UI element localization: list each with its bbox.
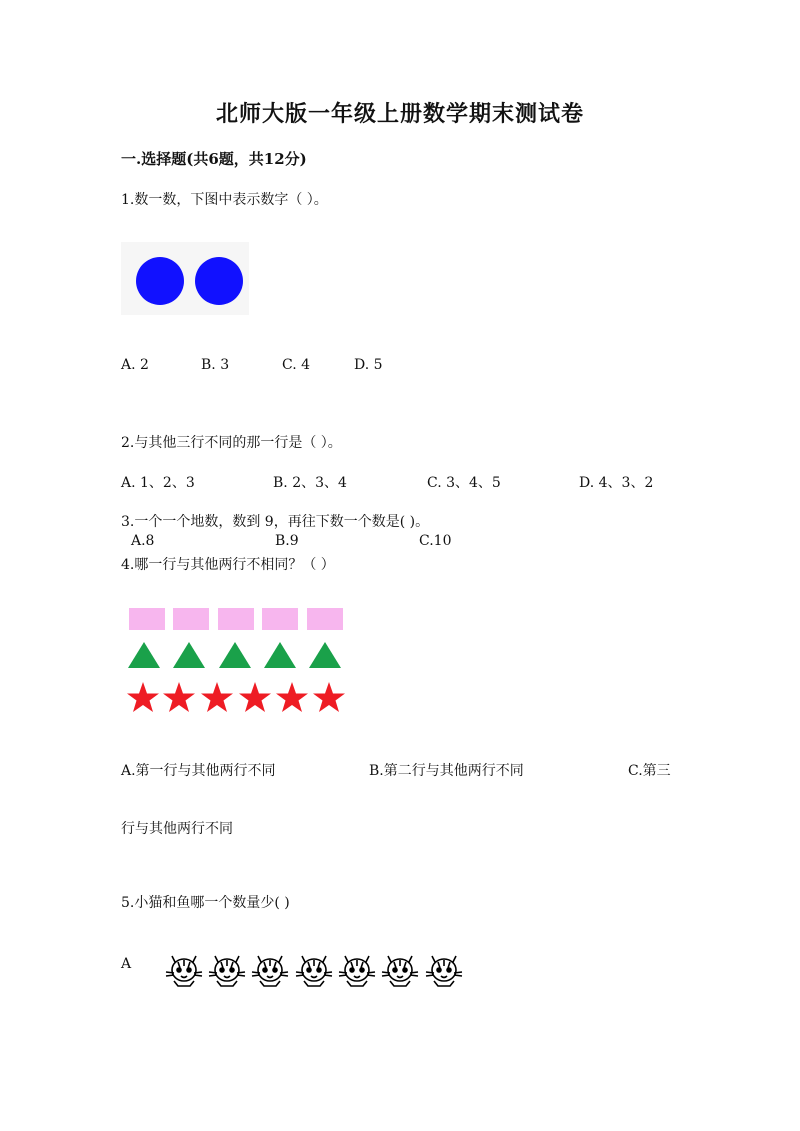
cat-icon	[337, 948, 377, 988]
red-star	[275, 681, 309, 715]
question-4-text: 4.哪一行与其他两行不相同？（ ）	[121, 557, 335, 573]
question-1-option-b: B. 3	[201, 357, 230, 373]
question-1-option-d: D. 5	[354, 357, 383, 373]
question-2-option-c: C. 3、4、5	[427, 475, 501, 491]
question-3-option-a: A.8	[131, 533, 155, 549]
question-3-option-b: B.9	[275, 533, 299, 549]
question-4-option-a: A.第一行与其他两行不同	[121, 763, 276, 779]
question-4-figure	[121, 598, 353, 720]
green-triangle	[173, 642, 205, 668]
cat-icon	[207, 948, 247, 988]
red-star	[238, 681, 272, 715]
red-star	[312, 681, 346, 715]
question-5-row-label: A	[121, 956, 132, 972]
question-5-text: 5.小猫和鱼哪一个数量少( )	[121, 895, 290, 911]
cat-icon	[250, 948, 290, 988]
green-triangle	[309, 642, 341, 668]
red-star	[126, 681, 160, 715]
pink-rectangle	[218, 608, 254, 630]
question-4-option-c: C.第三	[628, 763, 671, 779]
cat-row-figure	[162, 944, 468, 992]
red-star	[200, 681, 234, 715]
question-2-option-a: A. 1、2、3	[121, 475, 195, 491]
cat-icon	[380, 948, 420, 988]
cat-icon	[294, 948, 334, 988]
question-3-text: 3.一个一个地数，数到 9，再往下数一个数是( )。	[121, 514, 430, 530]
page-title: 北师大版一年级上册数学期末测试卷	[215, 101, 584, 127]
green-triangle	[128, 642, 160, 668]
question-1-option-c: C. 4	[282, 357, 311, 373]
pink-rectangle	[307, 608, 343, 630]
pink-rectangle	[173, 608, 209, 630]
cat-icon	[164, 948, 204, 988]
question-2-option-d: D. 4、3、2	[579, 475, 654, 491]
green-triangle	[219, 642, 251, 668]
red-star	[162, 681, 196, 715]
green-triangle	[264, 642, 296, 668]
question-1-figure	[121, 242, 249, 315]
question-1-text: 1.数一数，下图中表示数字（ ）。	[121, 192, 328, 208]
blue-circle	[136, 257, 184, 305]
pink-rectangle	[129, 608, 165, 630]
pink-rectangle	[262, 608, 298, 630]
blue-circle	[195, 257, 243, 305]
cat-icon	[424, 948, 464, 988]
question-1-option-a: A. 2	[121, 357, 149, 373]
question-2-option-b: B. 2、3、4	[273, 475, 347, 491]
question-4-option-b: B.第二行与其他两行不同	[369, 763, 524, 779]
question-2-text: 2.与其他三行不同的那一行是（ ）。	[121, 435, 342, 451]
question-4-option-c-continuation: 行与其他两行不同	[121, 821, 233, 837]
section-heading: 一.选择题(共6题，共12分)	[121, 150, 307, 168]
question-3-option-c: C.10	[419, 533, 452, 549]
